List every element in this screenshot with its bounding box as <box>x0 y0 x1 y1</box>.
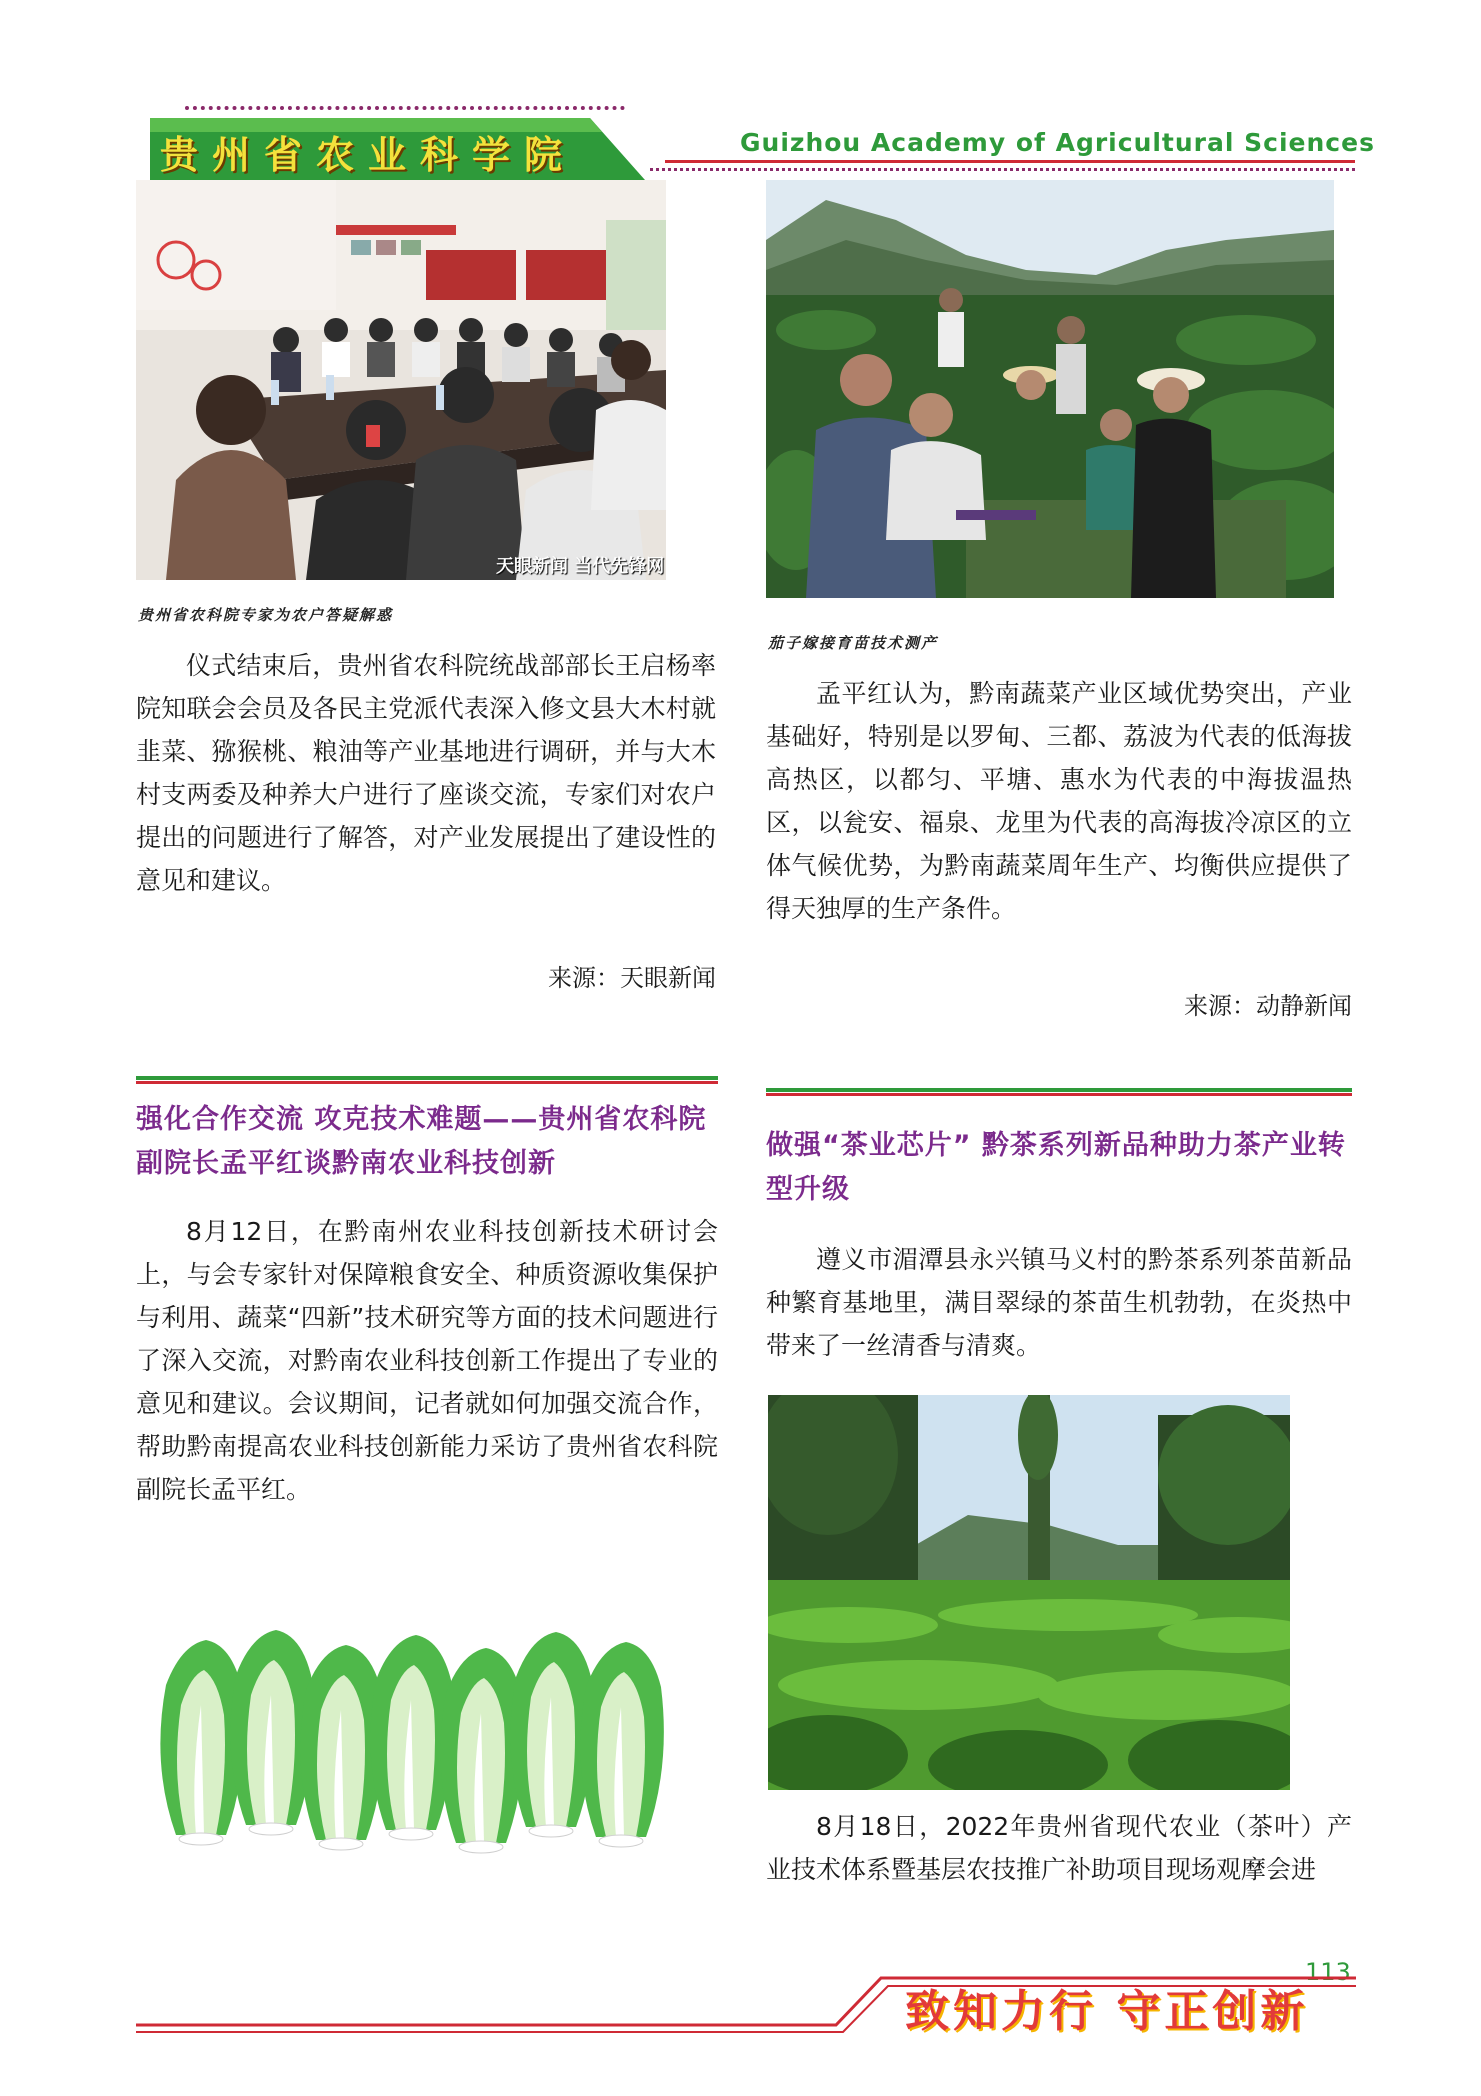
right-article-body-2 <box>766 1805 1352 1891</box>
right-article-heading: 做强“茶业芯片” 黔茶系列新品种助力茶产业转型升级 <box>766 1130 1346 1205</box>
header-red-line <box>665 160 1355 163</box>
left-top-source: 来源：天眼新闻 <box>548 964 716 992</box>
right-article-paragraph-1: 遵义市湄潭县永兴镇马义村的黔茶系列茶苗新品种繁育基地里，满目翠绿的茶苗生机勃勃，在炎热中带来了一丝清香与清爽。 <box>766 1245 1352 1360</box>
field-photo <box>766 180 1334 598</box>
right-top-source: 来源：动静新闻 <box>1184 992 1352 1020</box>
left-section-rule <box>136 1076 718 1084</box>
header-title-en: Guizhou Academy of Agricultural Sciences <box>740 128 1375 157</box>
left-article-body <box>136 1210 718 1511</box>
right-article-paragraph-2: 8月18日，2022年贵州省现代农业（茶叶）产业技术体系暨基层农技推广补助项目现场观摩会进 <box>766 1812 1352 1884</box>
right-article-body-1 <box>766 1238 1352 1367</box>
field-photo-caption: 茄子嫁接育苗技术测产 <box>768 634 939 652</box>
header-dotted-line-bottom <box>650 168 1355 171</box>
meeting-photo <box>136 180 666 580</box>
tea-plantation-photo <box>768 1395 1290 1790</box>
header-title-cn: 贵州省农业科学院 <box>160 133 577 177</box>
right-section-rule <box>766 1088 1352 1096</box>
left-top-paragraph <box>136 644 716 902</box>
cabbage-illustration <box>146 1625 706 1865</box>
meeting-photo-caption: 贵州省农科院专家为农户答疑解惑 <box>138 606 394 624</box>
header-dotted-line-top <box>185 106 625 110</box>
footer-slogan: 致知力行 守正创新 <box>905 1986 1309 2037</box>
left-article-paragraph: 8月12日，在黔南州农业科技创新技术研讨会上，与会专家针对保障粮食安全、种质资源收集保护与利用、蔬菜“四新”技术研究等方面的技术问题进行了深入交流，对黔南农业科技创新工作提出了专业的意见和建议。会议期间，记者就如何加强交流合作，帮助黔南提高农业科技创新能力采访了贵州省农科院副院长孟平红。 <box>136 1217 718 1504</box>
right-top-paragraph-text: 孟平红认为，黔南蔬菜产业区域优势突出，产业基础好，特别是以罗甸、三都、荔波为代表的低海拔高热区，以都匀、平塘、惠水为代表的中海拔温热区，以瓮安、福泉、龙里为代表的高海拔冷凉区的立体气候优势，为黔南蔬菜周年生产、均衡供应提供了得天独厚的生产条件。 <box>766 679 1352 923</box>
left-article-heading: 强化合作交流 攻克技术难题——贵州省农科院副院长孟平红谈黔南农业科技创新 <box>136 1104 707 1179</box>
page-number: 113 <box>1305 1958 1351 1986</box>
photo-watermark: 天眼新闻 当代先锋网 <box>496 556 665 577</box>
left-top-paragraph-text: 仪式结束后，贵州省农科院统战部部长王启杨率院知联会会员及各民主党派代表深入修文县大木村就韭菜、猕猴桃、粮油等产业基地进行调研，并与大木村支两委及种养大户进行了座谈交流，专家们对农户提出的问题进行了解答，对产业发展提出了建设性的意见和建议。 <box>136 651 716 895</box>
right-top-paragraph <box>766 672 1352 930</box>
